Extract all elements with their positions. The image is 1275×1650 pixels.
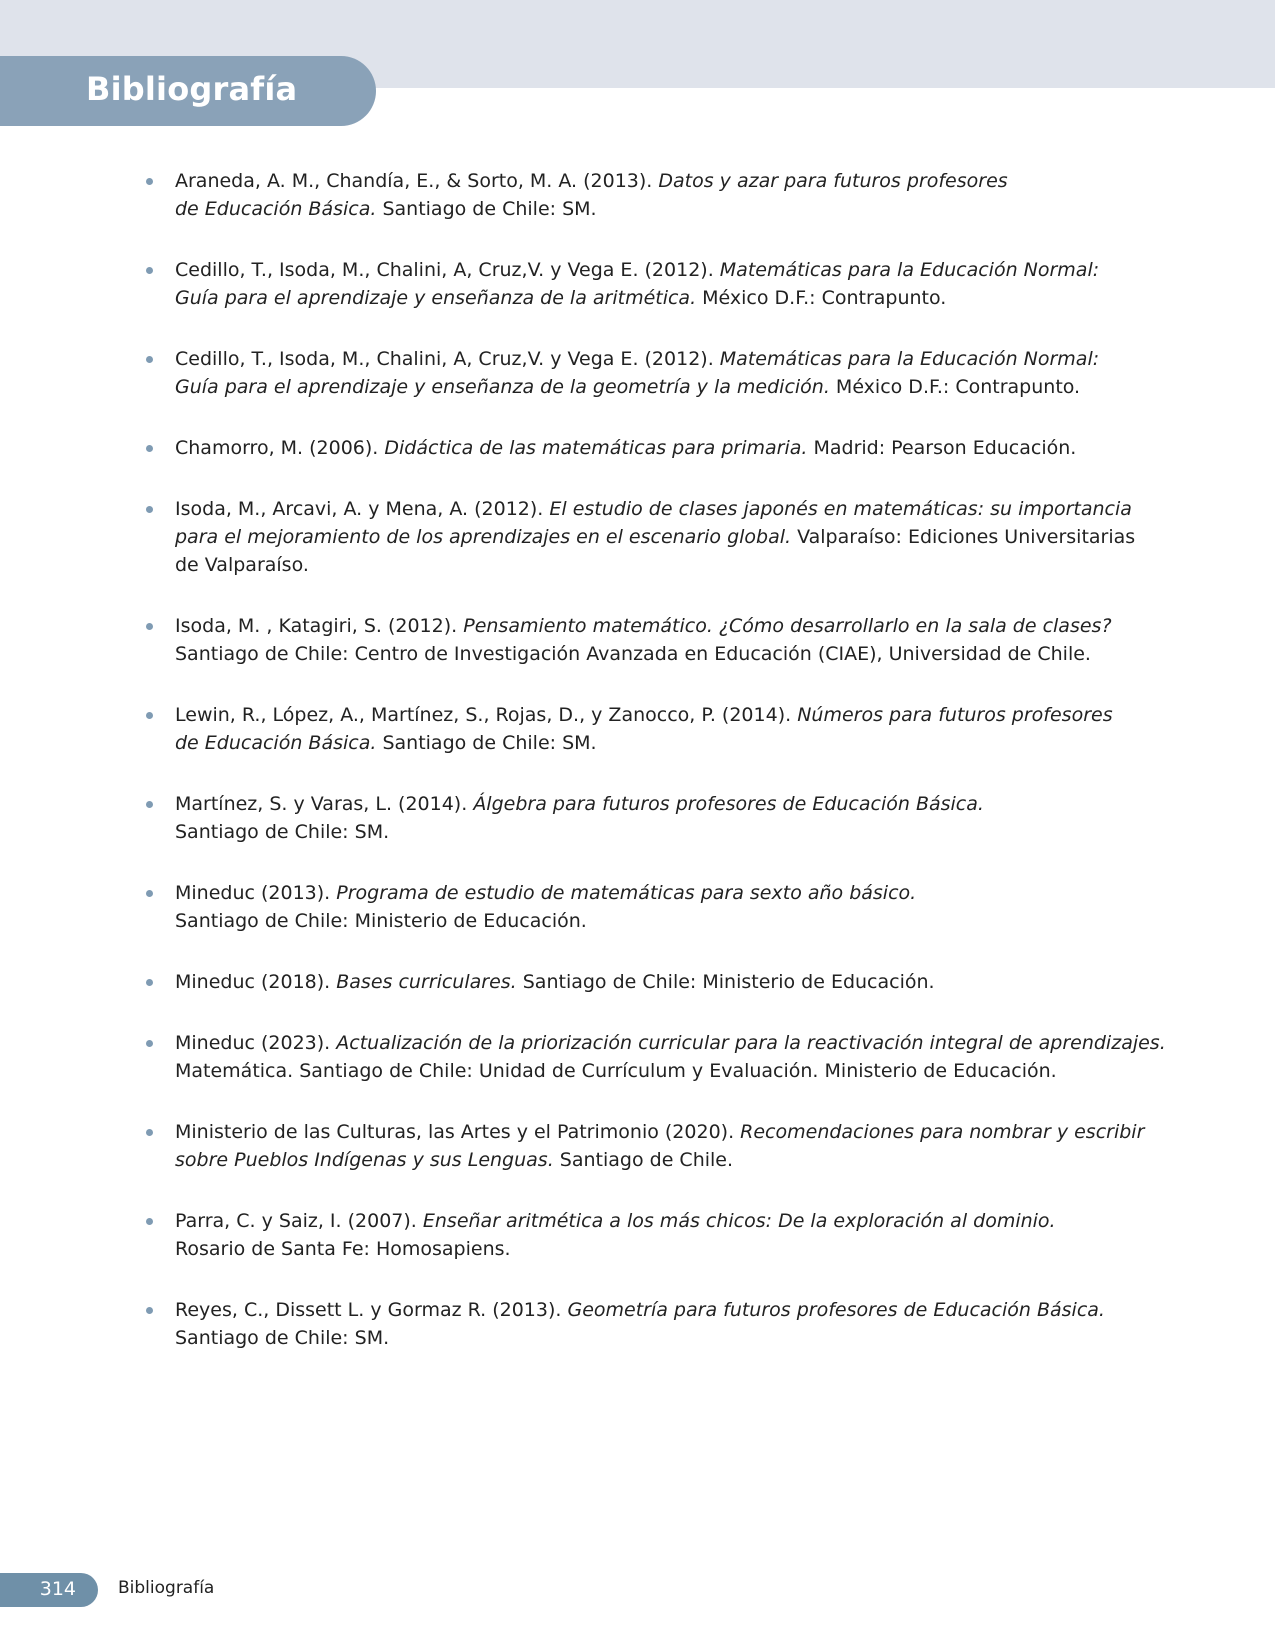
bibliography-entry (142, 256, 1152, 312)
entry-title: Recomendaciones para nombrar y escribir (740, 1121, 1145, 1143)
entry-line (175, 1324, 1152, 1352)
entry-line (175, 1296, 1152, 1324)
entry-line (175, 879, 1152, 907)
entry-line (175, 1146, 1152, 1174)
bullet-icon (146, 445, 153, 452)
entry-text: Cedillo, T., Isoda, M., Chalini, A, Cruz,V. y Vega E. (2012). (175, 259, 720, 281)
entry-text: México D.F.: Contrapunto. (829, 376, 1081, 398)
page-title: Bibliografía (86, 70, 298, 108)
entry-title: Álgebra para futuros profesores de Educación Básica. (473, 793, 984, 815)
entry-text: Santiago de Chile: SM. (376, 198, 597, 220)
entry-text: Araneda, A. M., Chandía, E., & Sorto, M. A. (2013). (175, 170, 659, 192)
entry-line (175, 284, 1152, 312)
entry-line (175, 195, 1152, 223)
entry-text: Martínez, S. y Varas, L. (2014). (175, 793, 474, 815)
bibliography-entry (142, 167, 1152, 223)
bullet-icon (146, 890, 153, 897)
entry-title: Geometría para futuros profesores de Educación Básica. (567, 1299, 1105, 1321)
entry-line (175, 523, 1152, 551)
bibliography-entry (142, 612, 1152, 668)
entry-line (175, 1235, 1152, 1263)
bibliography-entry (142, 1296, 1152, 1352)
bibliography-entry (142, 1207, 1152, 1263)
entry-title: El estudio de clases japonés en matemáticas: su importancia (549, 498, 1132, 520)
entry-text: Cedillo, T., Isoda, M., Chalini, A, Cruz,V. y Vega E. (2012). (175, 348, 720, 370)
entry-title: Matemáticas para la Educación Normal: (719, 259, 1100, 281)
entry-text: Santiago de Chile: Centro de Investigación Avanzada en Educación (CIAE), Universidad de Chile. (175, 643, 1091, 665)
entry-text: Santiago de Chile. (553, 1149, 734, 1171)
entry-line (175, 345, 1152, 373)
entry-title: Didáctica de las matemáticas para primaria. (384, 437, 808, 459)
bibliography-list (142, 167, 1166, 1385)
entry-text: Mineduc (2013). (175, 882, 337, 904)
bullet-icon (146, 178, 153, 185)
entry-title: para el mejoramiento de los aprendizajes en el escenario global. (175, 526, 792, 548)
entry-text: Chamorro, M. (2006). (175, 437, 385, 459)
bibliography-entry (142, 701, 1152, 757)
entry-title: Guía para el aprendizaje y enseñanza de la aritmética. (175, 287, 697, 309)
entry-line (175, 612, 1152, 640)
entry-line (175, 701, 1152, 729)
entry-title: Pensamiento matemático. ¿Cómo desarrollarlo en la sala de clases? (463, 615, 1112, 637)
page-number-tab (0, 1573, 98, 1607)
bullet-icon (146, 506, 153, 513)
entry-line (175, 256, 1152, 284)
bullet-icon (146, 1129, 153, 1136)
entry-line (175, 167, 1152, 195)
entry-title: de Educación Básica. (175, 198, 377, 220)
entry-line (175, 818, 1152, 846)
entry-text: Valparaíso: Ediciones Universitarias (791, 526, 1136, 548)
entry-text: Santiago de Chile: SM. (175, 821, 390, 843)
entry-title: Enseñar aritmética a los más chicos: De la exploración al dominio. (422, 1210, 1056, 1232)
entry-line (175, 968, 1152, 996)
bullet-icon (146, 267, 153, 274)
entry-title: de Educación Básica. (175, 732, 377, 754)
footer-section-label: Bibliografía (118, 1578, 215, 1598)
bibliography-entry (142, 345, 1152, 401)
bibliography-entry (142, 879, 1152, 935)
bibliography-entry (142, 495, 1152, 579)
entry-title: Guía para el aprendizaje y enseñanza de la geometría y la medición. (175, 376, 830, 398)
entry-text: Mineduc (2018). (175, 971, 337, 993)
entry-line (175, 373, 1152, 401)
entry-title: Datos y azar para futuros profesores (658, 170, 1008, 192)
entry-text: Mineduc (2023). (175, 1032, 337, 1054)
entry-text: Madrid: Pearson Educación. (807, 437, 1077, 459)
entry-line (175, 729, 1152, 757)
entry-text: Parra, C. y Saiz, I. (2007). (175, 1210, 423, 1232)
entry-text: Matemática. Santiago de Chile: Unidad de Currículum y Evaluación. Ministerio de Educación. (175, 1060, 1057, 1082)
entry-title: Números para futuros profesores (797, 704, 1113, 726)
entry-line (175, 907, 1152, 935)
entry-line (175, 495, 1152, 523)
entry-text: Isoda, M., Arcavi, A. y Mena, A. (2012). (175, 498, 550, 520)
entry-title: Matemáticas para la Educación Normal: (719, 348, 1100, 370)
entry-text: Lewin, R., López, A., Martínez, S., Rojas, D., y Zanocco, P. (2014). (175, 704, 798, 726)
bullet-icon (146, 801, 153, 808)
entry-line (175, 1118, 1152, 1146)
bullet-icon (146, 623, 153, 630)
entry-text: Santiago de Chile: SM. (376, 732, 597, 754)
bullet-icon (146, 356, 153, 363)
entry-title: sobre Pueblos Indígenas y sus Lenguas. (175, 1149, 554, 1171)
entry-text: Ministerio de las Culturas, las Artes y el Patrimonio (2020). (175, 1121, 741, 1143)
entry-line (175, 1029, 1166, 1057)
entry-line (175, 1057, 1152, 1085)
bullet-icon (146, 979, 153, 986)
bullet-icon (146, 1218, 153, 1225)
entry-title: Bases curriculares. (336, 971, 517, 993)
entry-text: de Valparaíso. (175, 554, 309, 576)
bullet-icon (146, 712, 153, 719)
entry-line (175, 434, 1152, 462)
entry-text: Santiago de Chile: Ministerio de Educación. (516, 971, 935, 993)
bullet-icon (146, 1307, 153, 1314)
entry-title: Programa de estudio de matemáticas para sexto año básico. (336, 882, 917, 904)
entry-text: Santiago de Chile: Ministerio de Educación. (175, 910, 587, 932)
entry-text: Santiago de Chile: SM. (175, 1327, 390, 1349)
entry-title: Actualización de la priorización curricular para la reactivación integral de aprendizajes. (336, 1032, 1166, 1054)
entry-text: Reyes, C., Dissett L. y Gormaz R. (2013). (175, 1299, 568, 1321)
bibliography-entry (142, 1118, 1152, 1174)
entry-text: México D.F.: Contrapunto. (696, 287, 947, 309)
entry-line (175, 1207, 1152, 1235)
entry-text: Rosario de Santa Fe: Homosapiens. (175, 1238, 511, 1260)
bibliography-entry (142, 434, 1152, 462)
entry-line (175, 551, 1152, 579)
bullet-icon (146, 1040, 153, 1047)
entry-line (175, 790, 1152, 818)
page-number: 314 (39, 1578, 76, 1600)
bibliography-entry (142, 1029, 1166, 1085)
bibliography-entry (142, 790, 1152, 846)
bibliography-entry (142, 968, 1152, 996)
entry-text: Isoda, M. , Katagiri, S. (2012). (175, 615, 464, 637)
title-tab (0, 56, 376, 126)
entry-line (175, 640, 1152, 668)
